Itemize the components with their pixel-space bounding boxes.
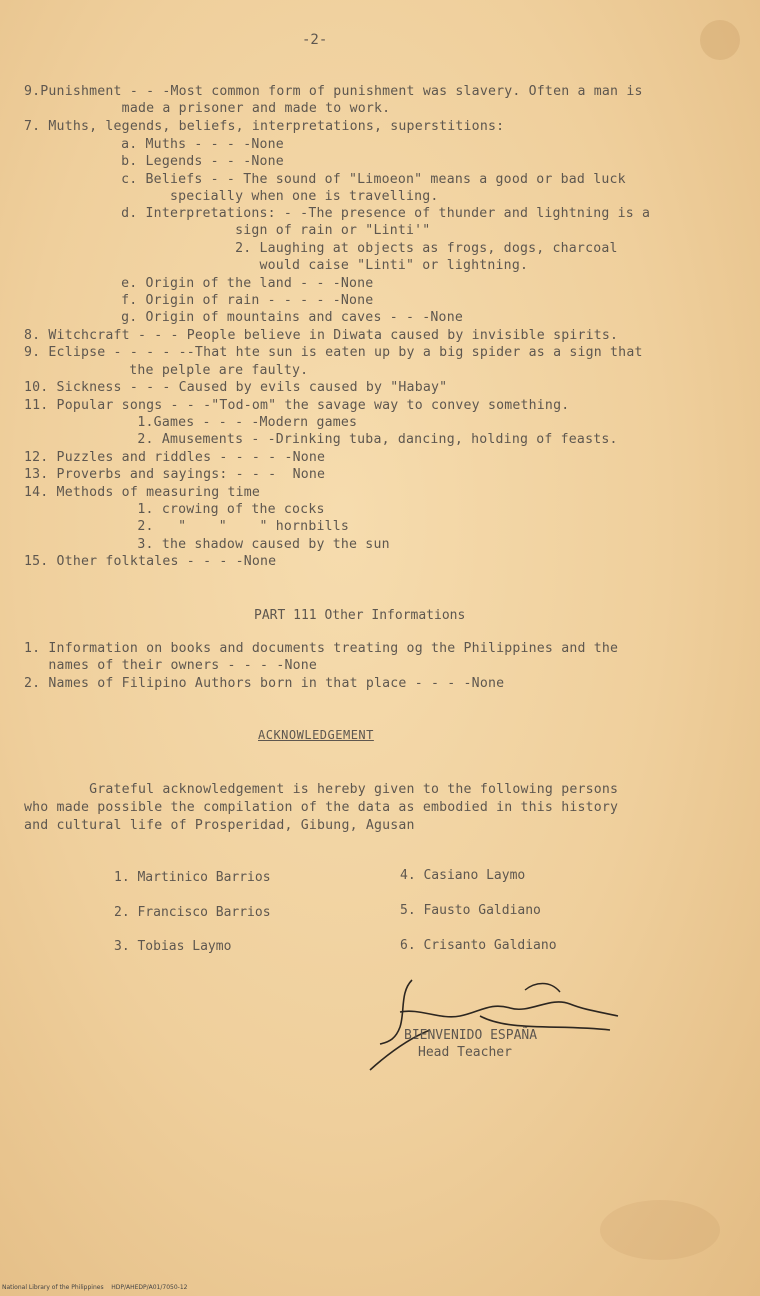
signatory-name: BIENVENIDO ESPAÑA <box>404 1028 538 1043</box>
signatory-title: Head Teacher <box>418 1045 512 1060</box>
part3-heading: PART 111 Other Informations <box>254 608 466 623</box>
text-line: 2. " " " hornbills <box>56 519 350 534</box>
ack-name: 4. Casiano Laymo <box>400 868 526 883</box>
paper-stain <box>700 20 740 60</box>
text-line: 9.Punishment - - -Most common form of punishment was slavery. Often a man is <box>24 84 643 99</box>
ack-line: who made possible the compilation of the data as embodied in this history <box>24 800 619 815</box>
text-line: g. Origin of mountains and caves - - -None <box>56 310 463 325</box>
text-line: specially when one is travelling. <box>56 189 439 204</box>
text-line: 8. Witchcraft - - - People believe in Diwata caused by invisible spirits. <box>24 328 619 343</box>
text-line: 9. Eclipse - - - - --That hte sun is eaten up by a big spider as a sign that <box>24 345 643 360</box>
text-line: 14. Methods of measuring time <box>24 485 261 500</box>
part3-line: 1. Information on books and documents treating og the Philippines and the <box>24 641 619 656</box>
text-line: b. Legends - - -None <box>56 154 284 169</box>
ack-name: 3. Tobias Laymo <box>114 939 232 954</box>
part3-line: 2. Names of Filipino Authors born in that place - - - -None <box>24 676 505 691</box>
part3-line: names of their owners - - - -None <box>24 658 318 673</box>
ack-line: and cultural life of Prosperidad, Gibung, Agusan <box>24 818 415 833</box>
text-line: c. Beliefs - - The sound of "Limoeon" means a good or bad luck <box>56 172 626 187</box>
text-line: a. Muths - - - -None <box>56 137 284 152</box>
ack-name: 1. Martinico Barrios <box>114 870 271 885</box>
archive-footer: National Library of the Philippines HDP/AHEDP/A01/7050-12 <box>2 1284 188 1291</box>
text-line: 10. Sickness - - - Caused by evils caused by "Habay" <box>24 380 448 395</box>
text-line: f. Origin of rain - - - - -None <box>56 293 374 308</box>
acknowledgement-title: ACKNOWLEDGEMENT <box>258 728 374 742</box>
text-line: 2. Amusements - -Drinking tuba, dancing, holding of feasts. <box>56 432 618 447</box>
text-line: 3. the shadow caused by the sun <box>56 537 390 552</box>
text-line: e. Origin of the land - - -None <box>56 276 374 291</box>
page-number: -2- <box>302 32 328 48</box>
text-line: 1. crowing of the cocks <box>56 502 325 517</box>
text-line: would caise "Linti" or lightning. <box>56 258 529 273</box>
text-line: sign of rain or "Linti'" <box>56 223 431 238</box>
text-line: d. Interpretations: - -The presence of thunder and lightning is a <box>56 206 651 221</box>
text-line: the pelple are faulty. <box>56 363 309 378</box>
text-line: 1.Games - - - -Modern games <box>56 415 358 430</box>
text-line: 13. Proverbs and sayings: - - - None <box>24 467 326 482</box>
text-line: 7. Muths, legends, beliefs, interpretations, superstitions: <box>24 119 505 134</box>
paper-stain <box>600 1200 720 1260</box>
text-line: made a prisoner and made to work. <box>24 101 391 116</box>
ack-name: 2. Francisco Barrios <box>114 905 271 920</box>
text-line: 2. Laughing at objects as frogs, dogs, charcoal <box>56 241 618 256</box>
ack-name: 6. Crisanto Galdiano <box>400 938 557 953</box>
ack-line: Grateful acknowledgement is hereby given to the following persons <box>24 782 619 797</box>
text-line: 15. Other folktales - - - -None <box>24 554 277 569</box>
text-line: 11. Popular songs - - -"Tod-om" the savage way to convey something. <box>24 398 570 413</box>
text-line: 12. Puzzles and riddles - - - - -None <box>24 450 326 465</box>
ack-name: 5. Fausto Galdiano <box>400 903 541 918</box>
